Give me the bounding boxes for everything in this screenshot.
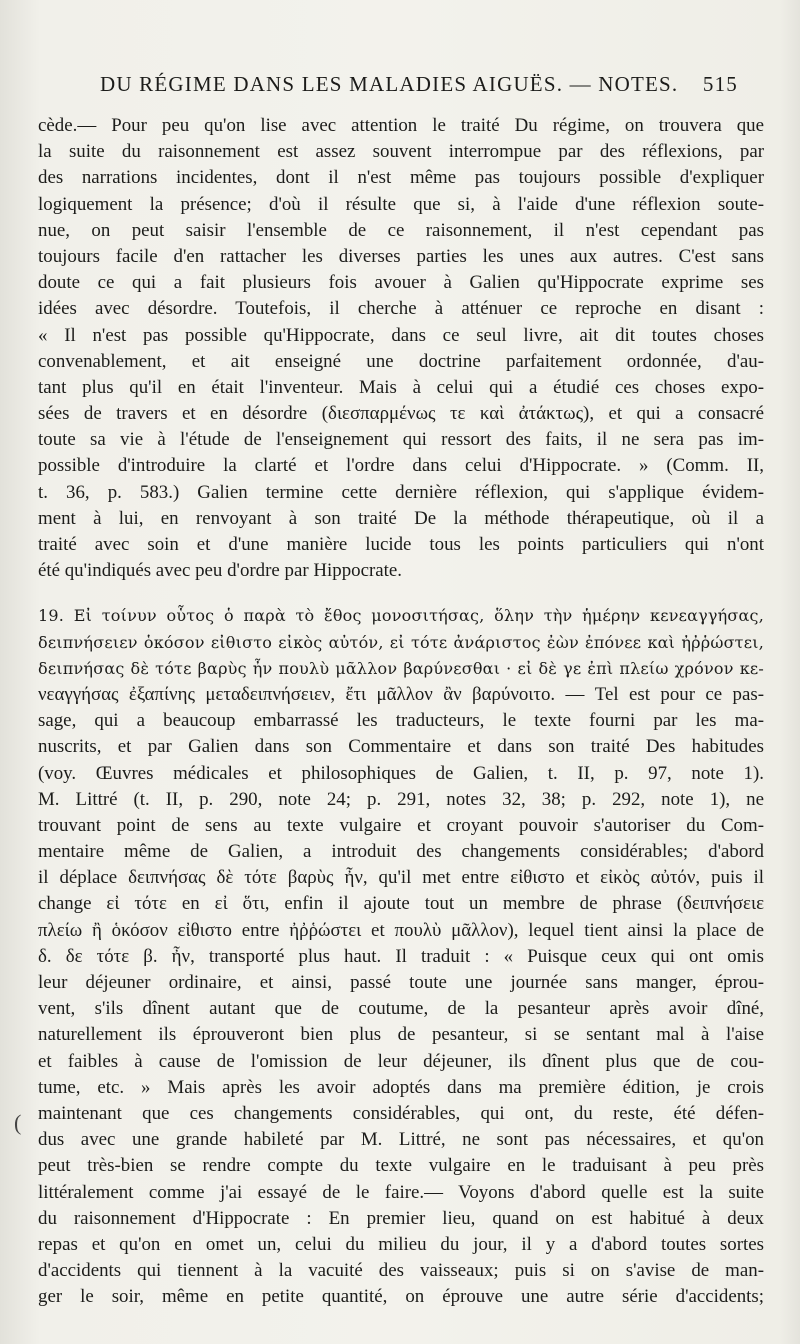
text-line: et faibles à cause de l'omission de leur déjeuner, ils dînent plus que de cou- <box>38 1050 764 1072</box>
text-line: (voy. Œuvres médicales et philosophiques de Galien, t. II, p. 97, note 1). <box>38 762 764 784</box>
text-line: « Il n'est pas possible qu'Hippocrate, dans ce seul livre, ait dit toutes choses <box>38 324 764 346</box>
text-line: nue, on peut saisir l'ensemble de ce raisonnement, il n'est cependant pas <box>38 219 764 241</box>
text-line: idées avec désordre. Toutefois, il cherche à atténuer ce reproche en disant : <box>38 298 764 320</box>
text-line: δ. δε τότε β. ἦν, transporté plus haut. Il traduit : « Puisque ceux qui ont omis <box>38 945 764 967</box>
text-line: νεαγγήσας ἐξαπίνης μεταδειπνήσειεν, ἔτι μᾶλλον ἂν βαρύνοιτο. — Tel est pour ce pas- <box>38 683 764 705</box>
text-line: traité avec soin et d'une manière lucide tous les points particuliers qui n'ont <box>38 534 764 555</box>
text-line: repas et qu'on en omet un, celui du milieu du jour, il y a d'abord toutes sortes <box>38 1233 764 1255</box>
text-line: des narrations incidentes, dont il n'est même pas toujours possible d'expliquer <box>38 167 764 189</box>
text-line: mentaire même de Galien, a introduit des changements considérables; d'abord <box>38 841 764 863</box>
paragraph-gap <box>38 584 764 603</box>
margin-mark: ( <box>14 1110 22 1135</box>
text-line: été qu'indiqués avec peu d'ordre par Hippocrate. <box>38 560 403 582</box>
text-line: peut très-bien se rendre compte du texte vulgaire en le traduisant à peu près <box>38 1155 764 1177</box>
header-title: DU RÉGIME DANS LES MALADIES AIGUËS. — NOTES. <box>100 72 679 96</box>
text-line: possible d'introduire la clarté et l'ordre dans celui d'Hippocrate. » (Comm. II, <box>38 455 764 477</box>
text-line: sées de travers et en désordre (διεσπαρμένως τε καὶ ἀτάκτως), et qui a consacré <box>38 403 764 425</box>
text-line: tant plus qu'il en était l'inventeur. Mais à celui qui a étudié ces choses expo- <box>38 376 764 398</box>
text-line: toute sa vie à l'étude de l'enseignement qui ressort des faits, il ne sera pas im- <box>38 429 764 451</box>
text-line: il déplace δειπνήσας δὲ τότε βαρὺς ἦν, qu'il met entre εἰθιστο et εἰκὸς αὐτόν, puis il <box>38 867 764 889</box>
text-line: trouvant point de sens au texte vulgaire et croyant pouvoir s'autoriser du Com- <box>38 814 764 836</box>
text-line: logiquement la présence; d'où il résulte que si, à l'aide d'une réflexion soute- <box>38 193 764 215</box>
text-line: convenablement, et ait enseigné une doctrine parfaitement ordonnée, d'au- <box>38 350 764 372</box>
text-line: leur déjeuner ordinaire, et ainsi, passé toute une journée sans manger, éprou- <box>38 972 764 993</box>
text-line: ment à lui, en renvoyant à son traité De la méthode thérapeutique, où il a <box>38 507 764 529</box>
text-line: doute ce qui a fait plusieurs fois avouer à Galien qu'Hippocrate exprime ses <box>38 272 764 294</box>
text-line: πλείω ἢ ὁκόσον εἰθιστο entre ἠῤῥώστει et πουλὺ μᾶλλον), lequel tient ainsi la place de <box>38 919 764 941</box>
text-line: la suite du raisonnement est assez souvent interrompue par des réflexions, par <box>38 141 764 163</box>
text-line: ger le soir, même en petite quantité, on éprouve une autre série d'accidents; <box>38 1286 764 1308</box>
text-line: du raisonnement d'Hippocrate : En premier lieu, quand on est habitué à deux <box>38 1207 764 1229</box>
body-text <box>38 113 764 1310</box>
text-line: dus avec une grande habileté par M. Littré, ne sont pas nécessaires, et qu'on <box>38 1129 764 1151</box>
text-line: maintenant que ces changements considérables, qui ont, du reste, été défen- <box>38 1102 764 1124</box>
text-line: M. Littré (t. II, p. 290, note 24; p. 291, notes 32, 38; p. 292, note 1), ne <box>38 788 764 810</box>
text-line: d'accidents qui tiennent à la vacuité des vaisseaux; puis si on s'avise de man- <box>38 1260 764 1282</box>
text-line: littéralement comme j'ai essayé de le faire.— Voyons d'abord quelle est la suite <box>38 1181 764 1203</box>
text-line: vent, s'ils dînent autant que de coutume, de la pesanteur après avoir dîné, <box>38 998 764 1020</box>
greek-line: δειπνήσας δὲ τότε βαρὺς ἦν πουλὺ μᾶλλον βαρύνεσθαι · εἰ δὲ γε ἐπὶ πλείω χρόνον κε- <box>38 658 764 678</box>
greek-line: 19. Εἰ τοίνυν οὗτος ὁ παρὰ τὸ ἔθος μονοσιτήσας, ὅλην τὴν ἡμέρην κενεαγγήσας, <box>38 606 764 626</box>
text-line: change εἰ τότε en εἰ ὅτι, enfin il ajoute tout un membre de phrase (δειπνήσειε <box>38 893 764 915</box>
text-line: nuscrits, et par Galien dans son Commentaire et dans son traité Des habitudes <box>38 736 764 758</box>
text-line: cède.— Pour peu qu'on lise avec attention le traité Du régime, on trouvera que <box>38 115 764 136</box>
text-line: tume, etc. » Mais après les avoir adoptés dans ma première édition, je crois <box>38 1076 764 1098</box>
text-line: toujours facile d'en rattacher les diverses parties les unes aux autres. C'est sans <box>38 245 764 267</box>
paragraph-19 <box>38 603 764 1310</box>
paragraph-1 <box>38 113 764 584</box>
greek-line: δειπνήσειεν ὁκόσον εἰθιστο εἰκὸς αὐτόν, εἰ τότε ἀνάριστος ἐὼν ἐπόνεε καὶ ἠῤῥώστει, <box>38 632 764 652</box>
page-number: 515 <box>702 72 738 96</box>
text-line: t. 36, p. 583.) Galien termine cette dernière réflexion, qui s'applique évidem- <box>38 481 764 503</box>
text-line: naturellement ils éprouveront bien plus de pesanteur, si se sentant mal à l'aise <box>38 1024 764 1046</box>
text-line: sage, qui a beaucoup embarrassé les traducteurs, le texte fourni par les ma- <box>38 710 764 732</box>
